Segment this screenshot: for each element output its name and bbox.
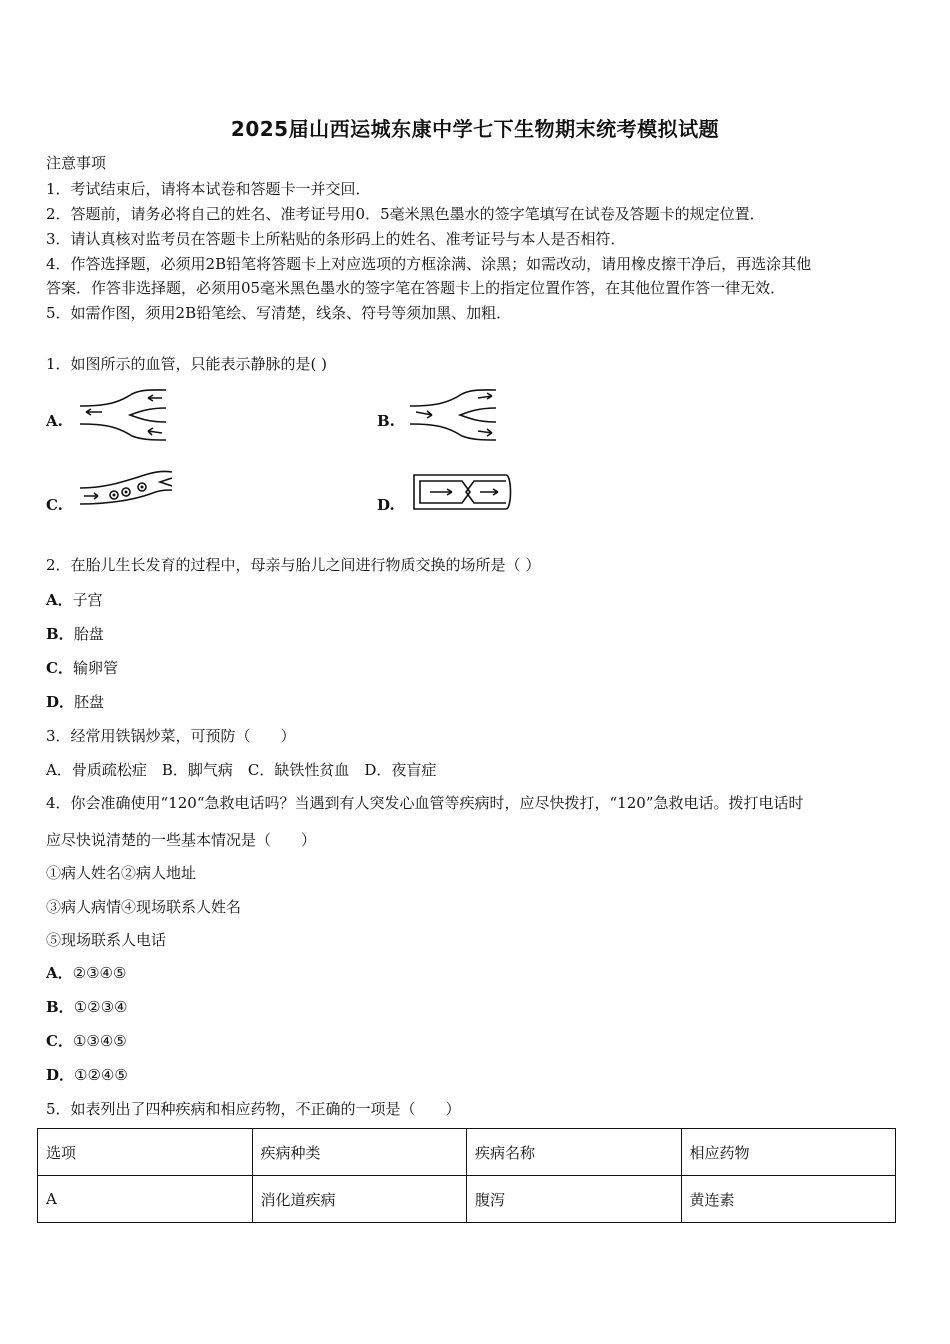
q3-stem: 3．经常用铁锅炒菜，可预防（ ）	[46, 727, 296, 745]
option-letter: A．	[46, 964, 73, 982]
notice-item: 5．如需作图，须用2B铅笔绘、写清楚，线条、符号等须加黑、加粗．	[46, 304, 512, 322]
table-header-cell: 疾病名称	[467, 1129, 682, 1176]
q4-stem-line2: 应尽快说清楚的一些基本情况是（ ）	[46, 831, 317, 849]
table-row	[38, 1176, 896, 1223]
vessel-figure-c	[78, 468, 174, 508]
vessel-figure-b	[408, 388, 500, 442]
disease-table	[37, 1128, 896, 1223]
option-letter: B．	[46, 998, 74, 1016]
notice-item: 3．请认真核对监考员在答题卡上所粘贴的条形码上的姓名、准考证号与本人是否相符．	[46, 230, 626, 248]
notice-item: 答案．作答非选择题，必须用05毫米黑色墨水的签字笔在答题卡上的指定位置作答，在其他位置作答一律无效．	[46, 279, 786, 297]
option-text: ①③④⑤	[72, 1032, 127, 1050]
notice-item: 4．作答选择题，必须用2B铅笔将答题卡上对应选项的方框涂满、涂黑；如需改动，请用橡皮擦干净后，再选涂其他	[46, 255, 812, 273]
notice-heading: 注意事项	[46, 154, 107, 172]
q4-fact: ③病人病情④现场联系人姓名	[46, 898, 242, 916]
q4-option-d	[46, 1064, 128, 1085]
q5-stem: 5．如表列出了四种疾病和相应药物，不正确的一项是（ ）	[46, 1100, 461, 1118]
q2-option-a	[46, 589, 103, 610]
table-header-cell: 选项	[38, 1129, 253, 1176]
q4-option-b	[46, 996, 127, 1017]
q4-option-c	[46, 1030, 127, 1051]
notice-item: 1．考试结束后，请将本试卷和答题卡一并交回．	[46, 180, 371, 198]
table-cell: 消化道疾病	[252, 1176, 467, 1223]
q4-option-a	[46, 962, 126, 983]
q2-stem: 2．在胎儿生长发育的过程中，母亲与胎儿之间进行物质交换的场所是（ ）	[46, 556, 541, 574]
option-letter: D．	[46, 693, 75, 711]
q2-option-c	[46, 657, 118, 678]
option-letter: C．	[46, 659, 73, 677]
option-text: 胎盘	[73, 625, 104, 643]
option-letter: D．	[46, 1066, 75, 1084]
table-cell: 黄连素	[681, 1176, 896, 1223]
table-header-cell: 疾病种类	[252, 1129, 467, 1176]
vessel-figure-d	[410, 473, 514, 511]
table-cell: A	[38, 1176, 253, 1223]
q1-label-c: C.	[46, 496, 63, 514]
q1-label-b: B.	[377, 412, 395, 430]
option-text: 胚盘	[74, 693, 105, 711]
option-text: ②③④⑤	[72, 964, 127, 982]
q2-option-d	[46, 691, 104, 712]
table-header-cell: 相应药物	[681, 1129, 896, 1176]
q1-label-a: A.	[46, 412, 63, 430]
table-header-row	[38, 1129, 896, 1176]
option-letter: A．	[46, 591, 73, 609]
q1-stem: 1．如图所示的血管，只能表示静脉的是( )	[46, 355, 328, 373]
q2-option-b	[46, 623, 104, 644]
q4-fact: ⑤现场联系人电话	[46, 931, 167, 949]
q3-options: A．骨质疏松症 B．脚气病 C．缺铁性贫血 D．夜盲症	[46, 761, 437, 779]
option-text: ①②④⑤	[74, 1066, 128, 1084]
option-letter: B．	[46, 625, 74, 643]
q1-label-d: D.	[377, 496, 395, 514]
option-text: 子宫	[72, 591, 103, 609]
table-cell: 腹泻	[467, 1176, 682, 1223]
vessel-figure-a	[78, 388, 170, 442]
option-text: ①②③④	[73, 998, 128, 1016]
q4-fact: ①病人姓名②病人地址	[46, 864, 197, 882]
q4-stem-line1: 4．你会准确使用“120“急救电话吗？当遇到有人突发心血管等疾病时，应尽快拨打，“120”急救电话。拨打电话时	[46, 794, 804, 812]
exam-title: 2025届山西运城东康中学七下生物期末统考模拟试题	[230, 117, 720, 141]
option-letter: C．	[46, 1032, 73, 1050]
notice-item: 2．答题前，请务必将自己的姓名、准考证号用0．5毫米黑色墨水的签字笔填写在试卷及答题卡的规定位置．	[46, 205, 765, 223]
option-text: 输卵管	[72, 659, 118, 677]
